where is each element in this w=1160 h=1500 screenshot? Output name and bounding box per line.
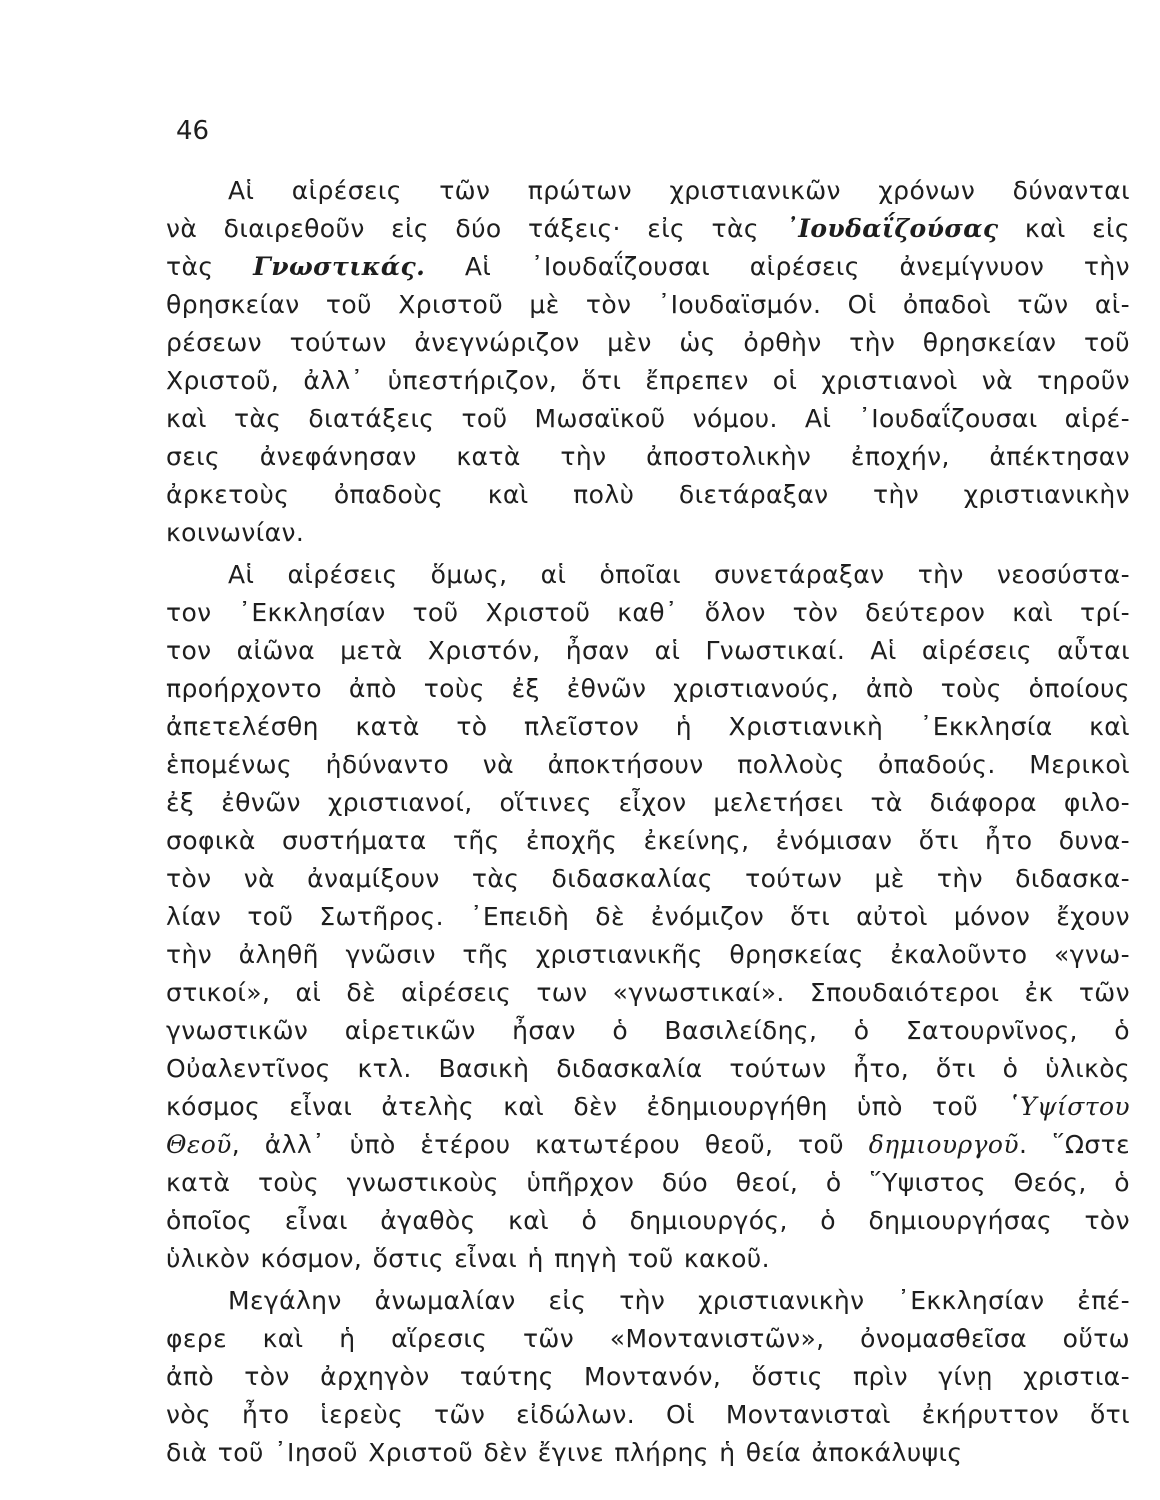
text-line [166,1358,1130,1396]
emphasized-text: ᾿Ιουδαΐζούσας [785,214,999,243]
text-segment: σεις ἀνεφάνησαν κατὰ τὴν ἀποστολικὴν ἐποχήν, ἀπέκτησαν [166,442,1130,471]
emphasized-text: Θεοῦ [166,1130,232,1159]
paragraph [166,1282,1130,1472]
text-line [166,1164,1130,1202]
text-segment: ἀπὸ τὸν ἀρχηγὸν ταύτης Μοντανόν, ὅστις πρὶν γίνῃ χριστια- [166,1362,1130,1391]
text-segment: ἐξ ἐθνῶν χριστιανοί, οἵτινες εἶχον μελετήσει τὰ διάφορα φιλο- [166,788,1130,817]
text-segment: . ῞Ωστε [1018,1130,1130,1159]
text-segment: τὰς [166,252,254,281]
text-segment: διὰ τοῦ ᾿Ιησοῦ Χριστοῦ δὲν ἔγινε πλήρης ἡ θεία ἀποκάλυψις [166,1438,963,1467]
text-line [166,286,1130,324]
text-line [166,822,1130,860]
text-line [166,476,1130,514]
text-line [166,594,1130,632]
emphasized-text: Γνωστικάς. [253,252,426,281]
text-segment: γνωστικῶν αἱρετικῶν ἦσαν ὁ Βασιλείδης, ὁ Σατουρνῖνος, ὁ [166,1016,1130,1045]
text-segment: Αἱ ᾿Ιουδαΐζουσαι αἱρέσεις ἀνεμίγνυον τὴν [425,252,1130,281]
text-line [166,248,1130,286]
text-segment: ὑλικὸν κόσμον, ὅστις εἶναι ἡ πηγὴ τοῦ κακοῦ. [166,1244,770,1273]
text-line [166,1396,1130,1434]
text-segment: τὴν ἀληθῆ γνῶσιν τῆς χριστιανικῆς θρησκείας ἐκαλοῦντο «γνω- [166,940,1130,969]
text-segment: Αἱ αἱρέσεις ὅμως, αἱ ὁποῖαι συνετάραξαν τὴν νεοσύστα- [228,560,1130,589]
text-line [166,1012,1130,1050]
text-segment: , ἀλλ᾿ ὑπὸ ἑτέρου κατωτέρου θεοῦ, τοῦ [231,1130,869,1159]
text-segment: Οὐαλεντῖνος κτλ. Βασικὴ διδασκαλία τούτων ἦτο, ὅτι ὁ ὑλικὸς [166,1054,1130,1083]
text-line [166,670,1130,708]
text-line [166,860,1130,898]
text-line [166,632,1130,670]
text-line [166,1202,1130,1240]
text-segment: τον αἰῶνα μετὰ Χριστόν, ἦσαν αἱ Γνωστικαί. Αἱ αἱρέσεις αὗται [166,636,1130,665]
text-segment: ἀπετελέσθη κατὰ τὸ πλεῖστον ἡ Χριστιανικὴ ᾿Εκκλησία καὶ [166,712,1130,741]
text-line [166,362,1130,400]
text-line [166,1282,1130,1320]
text-segment: θρησκείαν τοῦ Χριστοῦ μὲ τὸν ᾿Ιουδαϊσμόν. Οἱ ὀπαδοὶ τῶν αἱ- [166,290,1130,319]
text-line [166,1088,1130,1126]
text-segment: ὁποῖος εἶναι ἀγαθὸς καὶ ὁ δημιουργός, ὁ δημιουργήσας τὸν [166,1206,1130,1235]
text-line [166,1240,1130,1278]
text-segment: στικοί», αἱ δὲ αἱρέσεις των «γνωστικαί». Σπουδαιότεροι ἐκ τῶν [166,978,1130,1007]
text-segment: τὸν νὰ ἀναμίξουν τὰς διδασκαλίας τούτων μὲ τὴν διδασκα- [166,864,1130,893]
text-line [166,746,1130,784]
text-line [166,898,1130,936]
text-line [166,1434,1130,1472]
text-segment: νὰ διαιρεθοῦν εἰς δύο τάξεις· εἰς τὰς [166,214,786,243]
text-segment: φερε καὶ ἡ αἵρεσις τῶν «Μοντανιστῶν», ὀνομασθεῖσα οὕτω [166,1324,1130,1353]
text-line [166,936,1130,974]
text-segment: λίαν τοῦ Σωτῆρος. ᾿Επειδὴ δὲ ἐνόμιζον ὅτι αὐτοὶ μόνον ἔχουν [166,902,1130,931]
text-line [166,400,1130,438]
text-line [166,708,1130,746]
text-segment: Αἱ αἱρέσεις τῶν πρώτων χριστιανικῶν χρόνων δύνανται [228,176,1130,205]
text-segment: κοινωνίαν. [166,518,305,547]
emphasized-text: ῾Υψίστου [1007,1092,1130,1121]
text-line [166,1320,1130,1358]
text-segment: νὸς ἦτο ἱερεὺς τῶν εἰδώλων. Οἱ Μοντανισταὶ ἐκήρυττον ὅτι [166,1400,1130,1429]
text-segment: Χριστοῦ, ἀλλ᾿ ὑπεστήριζον, ὅτι ἔπρεπεν οἱ χριστιανοὶ νὰ τηροῦν [166,366,1130,395]
text-segment: ἀρκετοὺς ὀπαδοὺς καὶ πολὺ διετάραξαν τὴν χριστιανικὴν [166,480,1130,509]
text-line [166,438,1130,476]
text-segment: καὶ τὰς διατάξεις τοῦ Μωσαϊκοῦ νόμου. Αἱ ᾿Ιουδαΐζουσαι αἱρέ- [166,404,1130,433]
text-segment: ἑπομένως ἠδύναντο νὰ ἀποκτήσουν πολλοὺς ὀπαδούς. Μερικοὶ [166,750,1130,779]
page-number: 46 [176,116,210,146]
text-line [166,172,1130,210]
text-line [166,324,1130,362]
text-segment: κατὰ τοὺς γνωστικοὺς ὑπῆρχον δύο θεοί, ὁ ῞Υψιστος Θεός, ὁ [166,1168,1130,1197]
body-text [166,172,1130,1472]
text-line [166,784,1130,822]
text-segment: σοφικὰ συστήματα τῆς ἐποχῆς ἐκείνης, ἐνόμισαν ὅτι ἦτο δυνα- [166,826,1130,855]
text-line [166,514,1130,552]
text-segment: τον ᾿Εκκλησίαν τοῦ Χριστοῦ καθ᾿ ὅλον τὸν δεύτερον καὶ τρί- [166,598,1130,627]
text-line [166,210,1130,248]
paragraph [166,172,1130,552]
text-segment: καὶ εἰς [998,214,1130,243]
text-line [166,974,1130,1012]
text-segment: ρέσεων τούτων ἀνεγνώριζον μὲν ὡς ὀρθὴν τὴν θρησκείαν τοῦ [166,328,1130,357]
text-segment: κόσμος εἶναι ἀτελὴς καὶ δὲν ἐδημιουργήθη ὑπὸ τοῦ [166,1092,1008,1121]
paragraph [166,556,1130,1278]
text-line [166,1126,1130,1164]
text-segment: Μεγάλην ἀνωμαλίαν εἰς τὴν χριστιανικὴν ᾿Εκκλησίαν ἐπέ- [228,1286,1130,1315]
text-segment: προήρχοντο ἀπὸ τοὺς ἐξ ἐθνῶν χριστιανούς, ἀπὸ τοὺς ὁποίους [166,674,1130,703]
emphasized-text: δημιουργοῦ [868,1130,1019,1159]
text-line [166,556,1130,594]
text-line [166,1050,1130,1088]
